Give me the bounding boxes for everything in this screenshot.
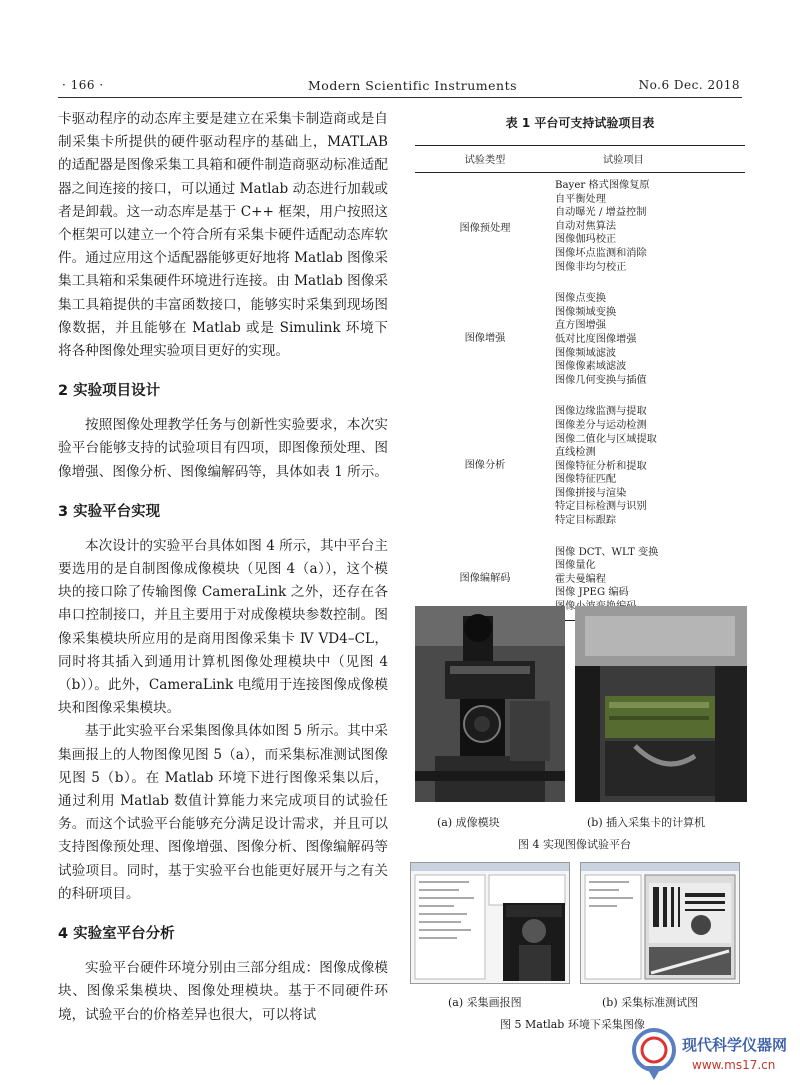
issue-info: No.6 Dec. 2018 — [638, 78, 740, 92]
table-item: 特定目标跟踪 — [555, 515, 617, 527]
table-item: 图像差分与运动检测 — [555, 419, 647, 431]
figure-5b-screenshot — [580, 862, 740, 984]
table-item: 图像特征匹配 — [555, 474, 617, 486]
table-item: 霍夫曼编程 — [555, 573, 606, 585]
watermark-url: www.ms17.cn — [692, 1058, 776, 1072]
table-1-title: 表 1 平台可支持试验项目表 — [505, 116, 655, 130]
table-row — [415, 280, 745, 393]
table-item: 自动对焦算法 — [555, 220, 617, 232]
table-item: 低对比度图像增强 — [555, 333, 637, 345]
section-4-heading: 4 实验室平台分析 — [58, 926, 175, 943]
table-item: 图像 JPEG 编码 — [555, 587, 629, 599]
watermark-emblem-icon — [630, 1026, 680, 1082]
table-cell-items — [555, 393, 745, 533]
table-item: 图像 DCT、WLT 变换 — [555, 546, 659, 558]
table-item: Bayer 格式图像复原 — [555, 180, 650, 191]
table-cell-items — [555, 173, 745, 281]
table-cell-items — [555, 280, 745, 393]
figure-4a-photo — [415, 606, 565, 802]
table-row — [415, 393, 745, 533]
table-header-items: 试验项目 — [555, 146, 745, 173]
table-item: 图像像素域滤波 — [555, 361, 627, 373]
table-item: 直方图增强 — [555, 320, 606, 332]
table-cell-type: 图像预处理 — [459, 223, 511, 235]
paragraph-intro: 卡驱动程序的动态库主要是建立在采集卡制造商或是自制采集卡所提供的硬件驱动程序的基础上，MATLAB的适配器是图像采集工具箱和硬件制造商驱动标准适配器之间连接的接口，可以通过 Matlab 动态进行加载或者是卸载。这一动态库是基于 C++ 框架，用户按照这个框架可以建立一个符合所有采集卡硬件适配动态库软件。通过应用这个适配器能够更好地将 Matlab 图像采集工具箱和采集硬件环境进行连接。由 Matlab 图像采集工具箱提供的丰富函数接口，能够实时采集到现场图像数据，并且能够在 Matlab 或是 Simulink 环境下将各种图像处理实验项目更好的实现。 — [58, 111, 388, 360]
table-item: 直线检测 — [555, 447, 596, 459]
table-item: 图像二值化与区域提取 — [555, 433, 657, 445]
section-3-heading: 3 实验平台实现 — [58, 503, 161, 520]
figure-4b-photo — [575, 606, 747, 802]
table-item: 图像量化 — [555, 560, 596, 572]
figure-5b-caption: (b) 采集标准测试图 — [602, 996, 699, 1009]
table-item: 图像点变换 — [555, 293, 606, 305]
header-rule — [58, 97, 742, 98]
table-item: 特定目标检测与识别 — [555, 501, 647, 513]
right-column — [415, 108, 745, 621]
table-item: 图像伽玛校正 — [555, 234, 617, 246]
section-2-heading: 2 实验项目设计 — [58, 383, 161, 400]
figure-5-caption: 图 5 Matlab 环境下采集图像 — [500, 1018, 645, 1031]
page-number: · 166 · — [62, 78, 104, 92]
table-item: 图像频域变换 — [555, 306, 617, 318]
paragraph-section-4: 实验平台硬件环境分别由三部分组成：图像成像模块、图像采集模块、图像处理模块。基于不同硬件环境，试验平台的价格差异也很大，可以将试 — [58, 960, 388, 1023]
figure-4b-caption: (b) 插入采集卡的计算机 — [587, 816, 706, 829]
paragraph-section-2: 按照图像处理教学任务与创新性实验要求，本次实验平台能够支持的试验项目有四项，即图像预处理、图像增强、图像分析、图像编解码等，具体如表 1 所示。 — [58, 417, 388, 480]
figure-4-caption: 图 4 实现图像试验平台 — [518, 838, 631, 851]
journal-name: Modern Scientific Instruments — [308, 78, 518, 93]
figure-5a-caption: (a) 采集画报图 — [448, 996, 522, 1009]
table-item: 图像几何变换与插值 — [555, 374, 647, 386]
paragraph-section-3-2: 基于此实验平台采集图像具体如图 5 所示。其中采集画报上的人物图像见图 5（a），而采集标准测试图像见图 5（b）。在 Matlab 环境下进行图像采集以后，通过利用 Matlab 数值计算能力来完成项目的试验任务。而这个试验平台能够充分满足设计需求，并且可以支持图像预处理、图像增强、图像分析、图像编解码等试验项目。同时，基于实验平台也能更好展开与之有关的科研项目。 — [58, 723, 388, 902]
table-cell-type: 图像分析 — [464, 459, 506, 471]
table-item: 图像非均匀校正 — [555, 261, 627, 273]
table-item: 图像特征分析和提取 — [555, 460, 647, 472]
table-item: 自动曝光 / 增益控制 — [555, 207, 647, 219]
table-item: 图像拼接与渲染 — [555, 487, 627, 499]
figure-5a-screenshot — [410, 862, 570, 984]
table-cell-type: 图像编解码 — [415, 534, 555, 620]
table-1 — [415, 145, 745, 621]
table-header-type: 试验类型 — [415, 146, 555, 173]
paragraph-section-3-1: 本次设计的实验平台具体如图 4 所示，其中平台主要选用的是自制图像成像模块（见图 4（a）），这个模块的接口除了传输图像 CameraLink 之外，还存在各串口控制接口，并且主要用于对成像模块参数控制。图像采集模块所应用的是商用图像采集卡 Ⅳ VD4–CL，同时将其插入到通用计算机图像处理模块中（见图 4（b））。此外，CameraLink 电缆用于连接图像成像模块和图像采集模块。 — [58, 537, 388, 717]
watermark-logo — [628, 1026, 800, 1085]
table-cell-type: 图像增强 — [464, 333, 506, 345]
table-item: 图像频域滤波 — [555, 347, 617, 359]
figure-4a-caption: (a) 成像模块 — [437, 816, 500, 829]
table-item: 自平衡处理 — [555, 193, 606, 205]
table-item: 图像边缘监测与提取 — [555, 406, 647, 418]
left-column — [58, 108, 388, 1027]
table-item: 图像坏点监测和消除 — [555, 247, 647, 259]
table-row — [415, 173, 745, 281]
watermark-site-name: 现代科学仪器网 — [682, 1036, 788, 1054]
